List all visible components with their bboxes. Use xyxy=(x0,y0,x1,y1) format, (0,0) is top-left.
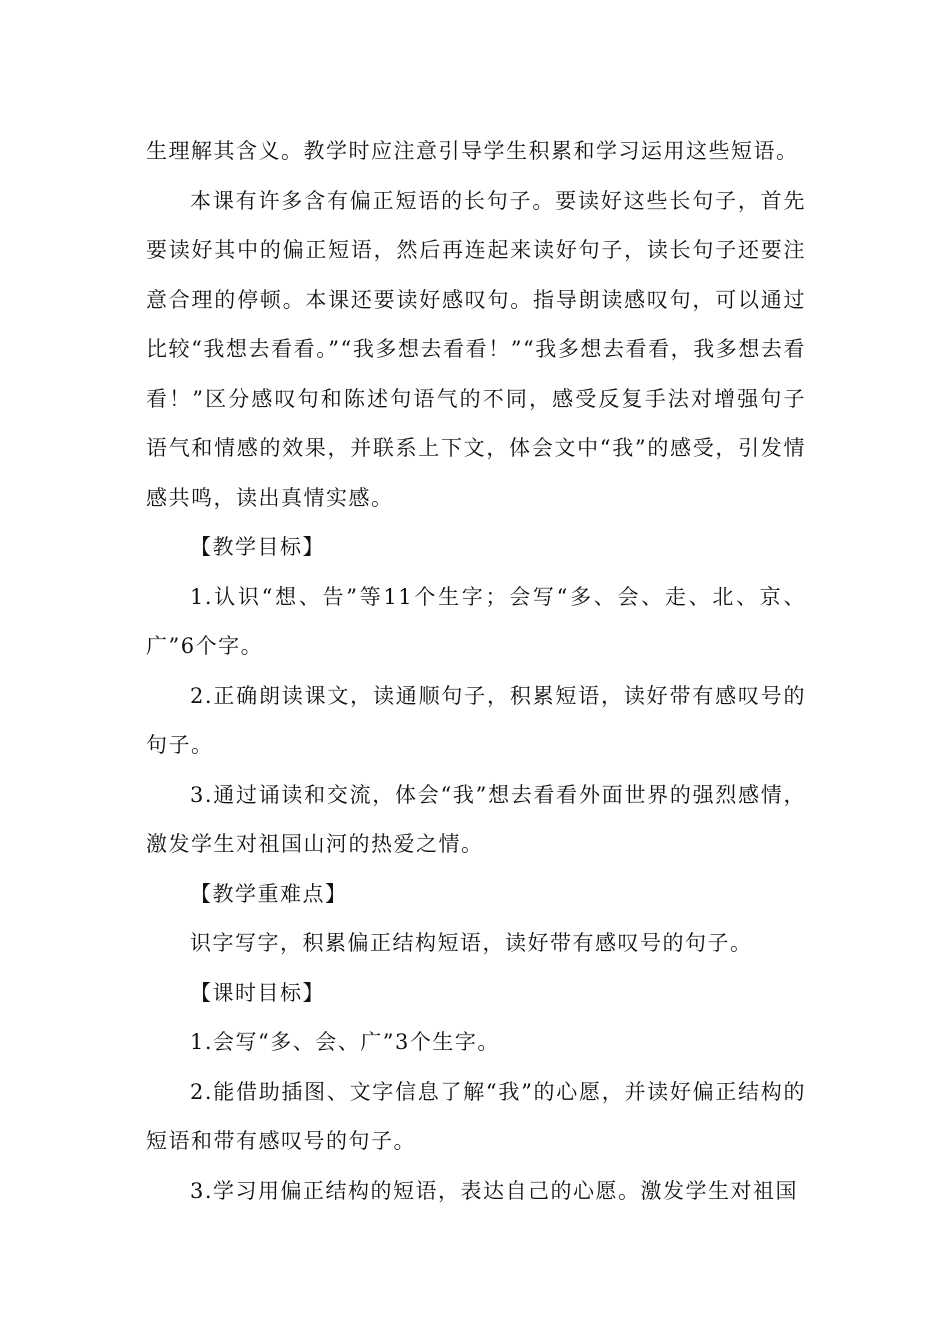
heading-teaching-goals: 【教学目标】 xyxy=(190,535,325,559)
lesson-goal-item-1: 1.会写“多、会、广”3个生字。 xyxy=(190,1030,500,1054)
paragraph-long-sentences: 本课有许多含有偏正短语的长句子。要读好这些长句子，首先要读好其中的偏正短语，然后再连起来读好句子，读长句子还要注意合理的停顿。本课还要读好感叹句。指导朗读感叹句，可以通过比较“我想去看看。”“我多想去看看！”“我多想去看看，我多想去看看！”区分感叹句和陈述句语气的不同，感受反复手法对增强句子语气和情感的效果，并联系上下文，体会文中“我”的感受，引发情感共鸣，读出真情实感。 xyxy=(146,188,806,510)
teaching-goal-item-2: 2.正确朗读课文，读通顺句子，积累短语，读好带有感叹号的句子。 xyxy=(146,683,806,757)
heading-key-points: 【教学重难点】 xyxy=(190,881,348,906)
teaching-goal-item-3: 3.通过诵读和交流，体会“我”想去看看外面世界的强烈感情，激发学生对祖国山河的热爱之情。 xyxy=(146,782,806,856)
heading-lesson-goals: 【课时目标】 xyxy=(190,980,325,1005)
teaching-goal-item-1: 1.认识“想、告”等11个生字；会写“多、会、走、北、京、广”6个字。 xyxy=(146,584,806,658)
lesson-goal-item-2: 2.能借助插图、文字信息了解“我”的心愿，并读好偏正结构的短语和带有感叹号的句子。 xyxy=(146,1079,806,1153)
document-body xyxy=(146,127,806,1216)
lesson-goal-item-3: 3.学习用偏正结构的短语，表达自己的心愿。激发学生对祖国 xyxy=(190,1178,799,1203)
paragraph-continuation: 生理解其含义。教学时应注意引导学生积累和学习运用这些短语。 xyxy=(146,139,799,163)
key-points-text: 识字写字，积累偏正结构短语，读好带有感叹号的句子。 xyxy=(190,931,753,955)
